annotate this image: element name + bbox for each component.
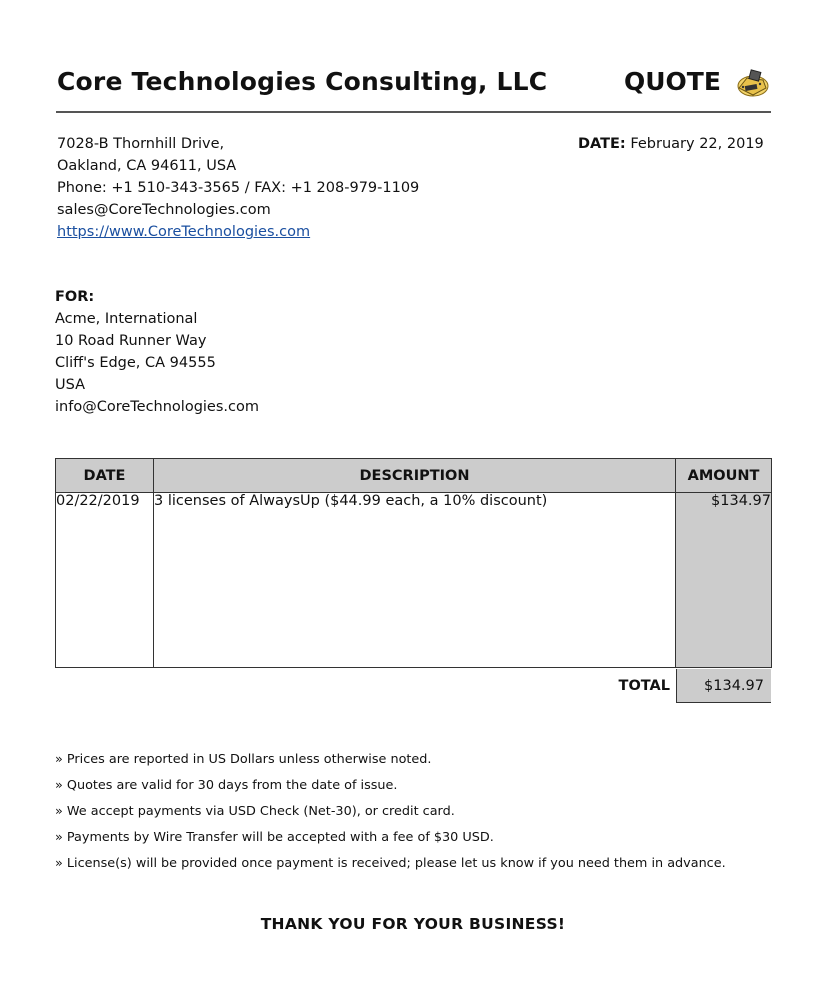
recipient-street: 10 Road Runner Way: [55, 333, 207, 349]
sender-address: [57, 133, 419, 243]
column-header-description: DESCRIPTION: [154, 459, 676, 493]
recipient-country: USA: [55, 377, 86, 393]
line-items-table: [55, 458, 772, 668]
sender-address-line1: 7028-B Thornhill Drive,: [57, 136, 225, 152]
row-description: 3 licenses of AlwaysUp ($44.99 each, a 10% discount): [154, 493, 676, 668]
cash-register-icon: [733, 68, 769, 98]
recipient-email: info@CoreTechnologies.com: [55, 399, 259, 415]
date-value: February 22, 2019: [630, 136, 764, 152]
terms-notes: [55, 747, 726, 877]
table-row: [56, 493, 772, 668]
recipient-name: Acme, International: [55, 311, 198, 327]
total-value: $134.97: [676, 669, 771, 703]
row-amount: $134.97: [676, 493, 772, 668]
recipient-label: FOR:: [55, 289, 95, 305]
company-name: Core Technologies Consulting, LLC: [57, 67, 548, 96]
recipient-city: Cliff's Edge, CA 94555: [55, 355, 216, 371]
total-label: TOTAL: [618, 678, 670, 694]
row-date: 02/22/2019: [56, 493, 154, 668]
date-label: DATE:: [578, 136, 626, 152]
sender-phone-fax: Phone: +1 510-343-3565 / FAX: +1 208-979-1109: [57, 180, 420, 196]
thank-you-message: THANK YOU FOR YOUR BUSINESS!: [260, 915, 566, 933]
sender-address-line2: Oakland, CA 94611, USA: [57, 158, 237, 174]
sender-email: sales@CoreTechnologies.com: [57, 202, 271, 218]
note-item: » License(s) will be provided once payment is received; please let us know if you need them in advance.: [55, 856, 726, 871]
recipient-block: [55, 286, 259, 418]
sender-website-link[interactable]: https://www.CoreTechnologies.com: [57, 224, 311, 240]
table-header-row: [56, 459, 772, 493]
note-item: » We accept payments via USD Check (Net-30), or credit card.: [55, 804, 455, 819]
column-header-date: DATE: [56, 459, 154, 493]
note-item: » Prices are reported in US Dollars unless otherwise noted.: [55, 752, 432, 767]
quote-date: [578, 136, 764, 152]
column-header-amount: AMOUNT: [676, 459, 772, 493]
note-item: » Quotes are valid for 30 days from the date of issue.: [55, 778, 398, 793]
header-divider: [56, 111, 771, 113]
document-title: QUOTE: [624, 67, 721, 96]
note-item: » Payments by Wire Transfer will be accepted with a fee of $30 USD.: [55, 830, 494, 845]
